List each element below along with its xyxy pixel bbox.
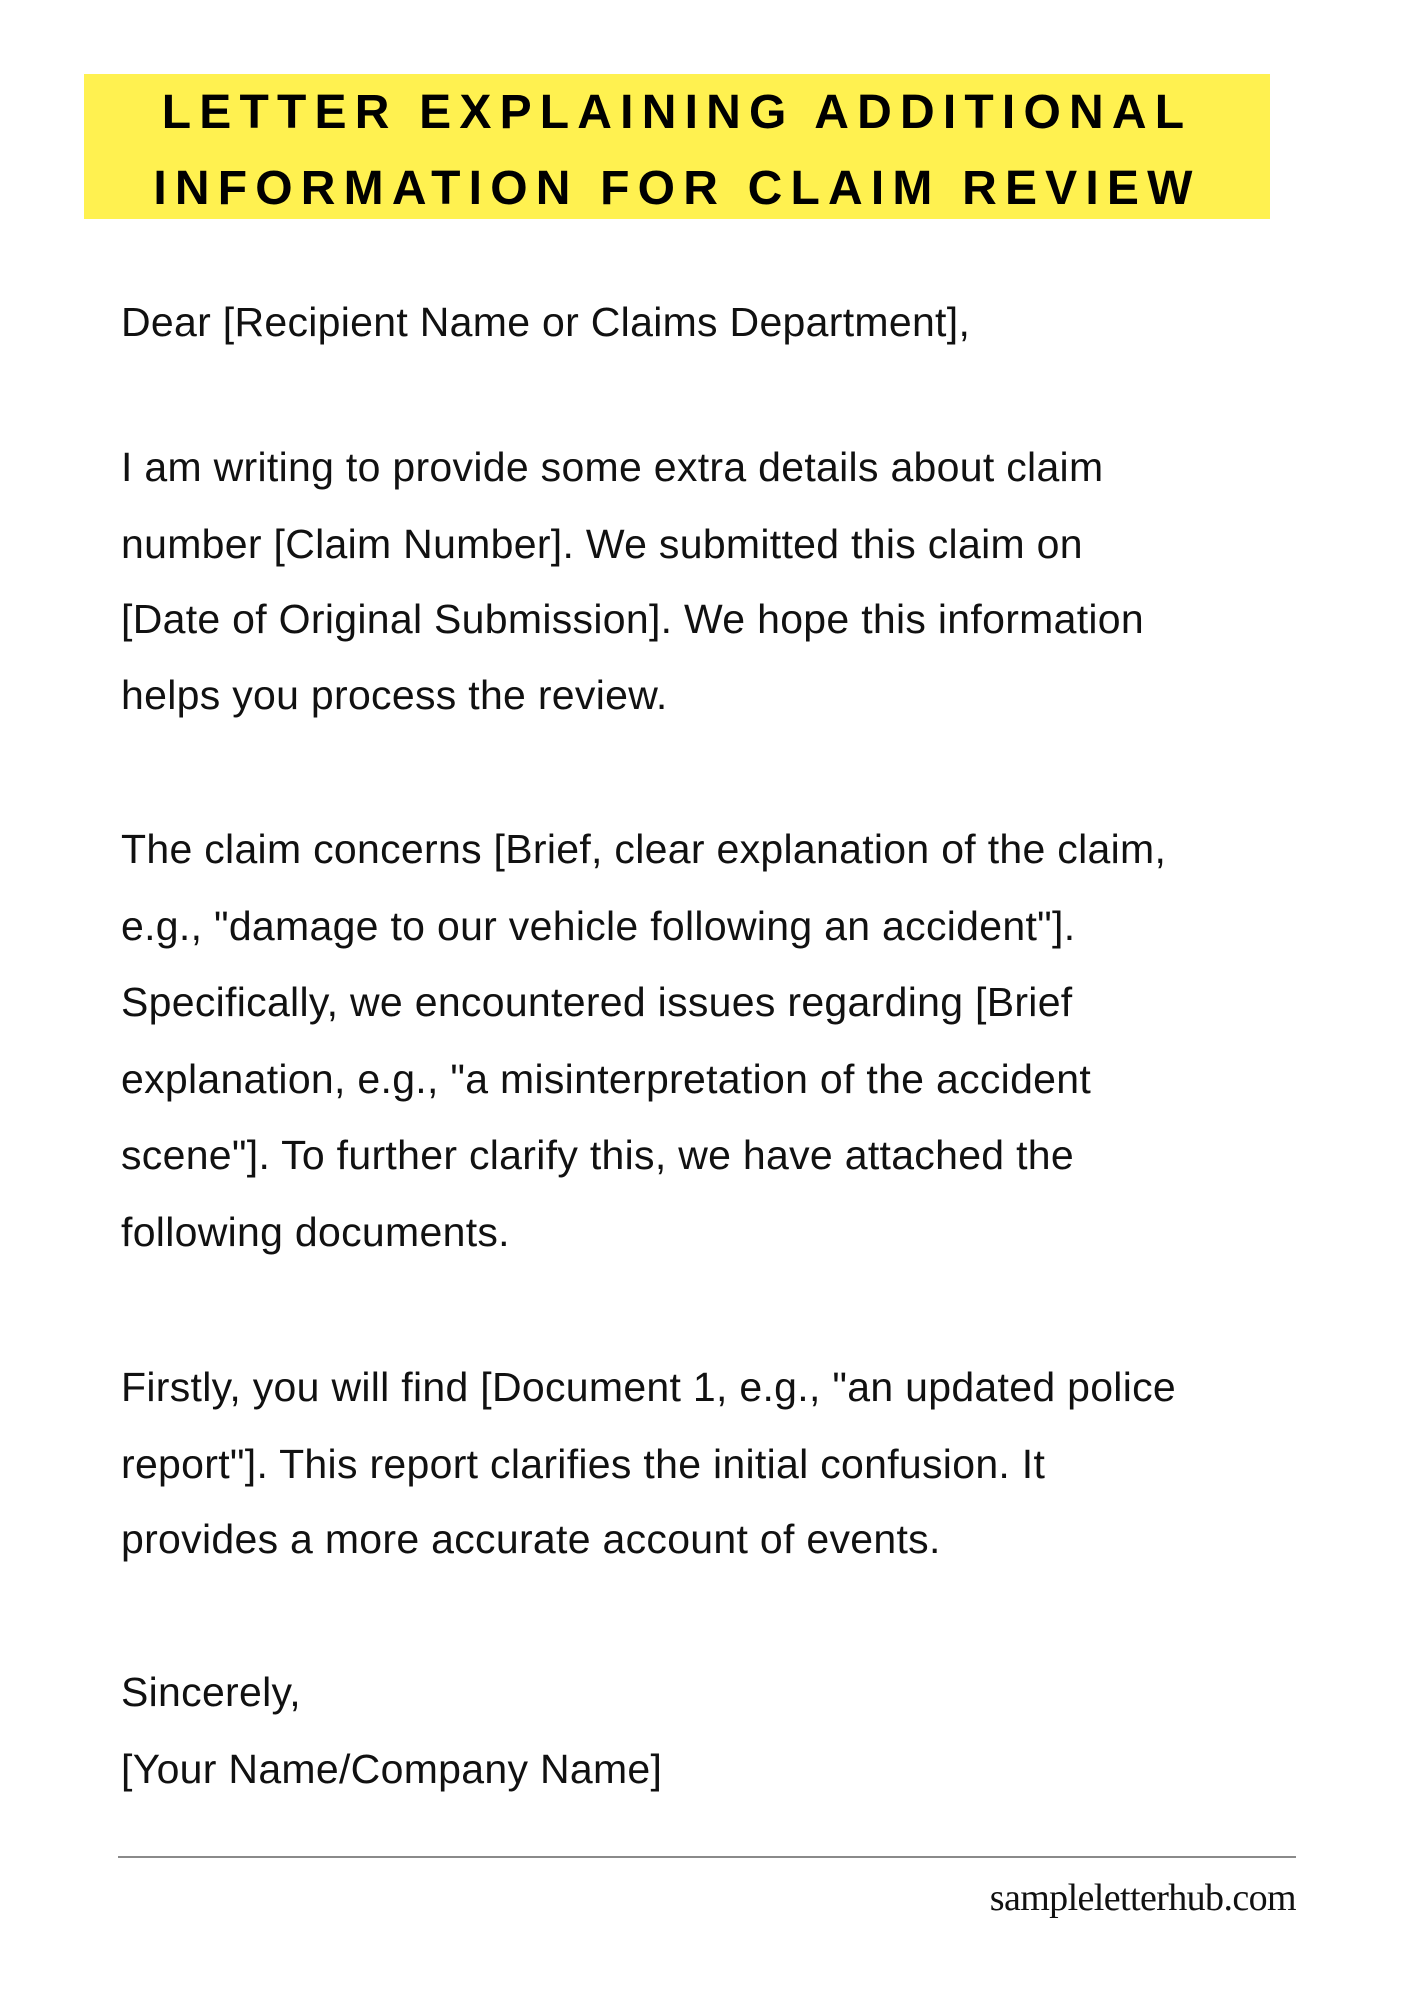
title-banner (84, 74, 1270, 219)
footer-site-name: sampleletterhub.com (989, 1877, 1296, 1919)
paragraph-line: number [Claim Number]. We submitted this claim on (121, 521, 1083, 567)
paragraph-line: Specifically, we encountered issues regarding [Brief (121, 979, 1073, 1025)
salutation: Dear [Recipient Name or Claims Department], (121, 299, 971, 345)
paragraph-line: [Date of Original Submission]. We hope this information (121, 596, 1145, 642)
page-title-line-1: LETTER EXPLAINING ADDITIONAL (161, 86, 1193, 139)
paragraph-line: The claim concerns [Brief, clear explanation of the claim, (121, 826, 1167, 872)
paragraph-line: provides a more accurate account of events. (121, 1516, 941, 1562)
paragraph-line: following documents. (121, 1209, 510, 1255)
paragraph-line: explanation, e.g., "a misinterpretation of the accident (121, 1056, 1092, 1102)
paragraph-line: helps you process the review. (121, 672, 668, 718)
signature: [Your Name/Company Name] (121, 1746, 663, 1792)
page-title-line-2: INFORMATION FOR CLAIM REVIEW (153, 162, 1201, 215)
paragraph-line: e.g., "damage to our vehicle following an accident"]. (121, 903, 1076, 949)
paragraph-line: I am writing to provide some extra details about claim (121, 444, 1104, 490)
paragraph-line: report"]. This report clarifies the initial confusion. It (121, 1441, 1046, 1487)
footer-divider (118, 1856, 1296, 1858)
closing: Sincerely, (121, 1669, 301, 1715)
paragraph-line: scene"]. To further clarify this, we have attached the (121, 1132, 1074, 1178)
paragraph-line: Firstly, you will find [Document 1, e.g., "an updated police (121, 1364, 1177, 1410)
